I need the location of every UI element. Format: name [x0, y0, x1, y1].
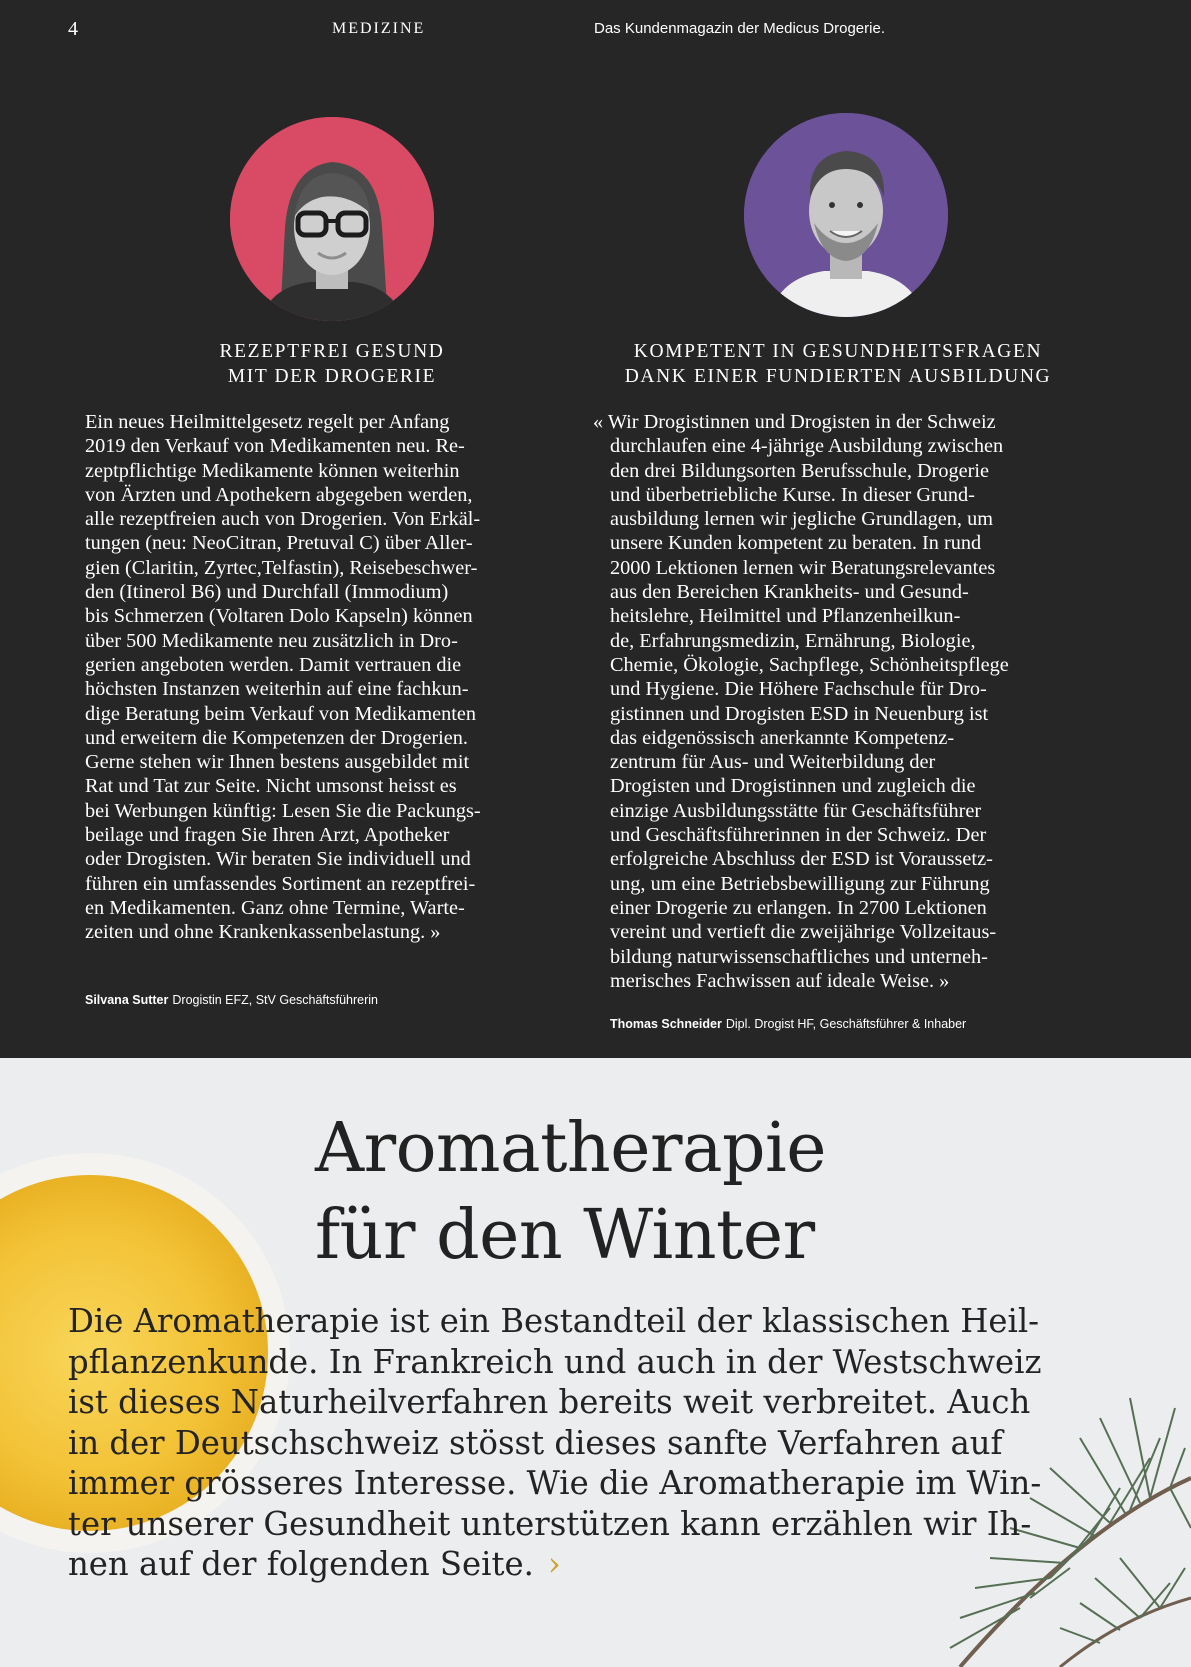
body-line: Rat und Tat zur Seite. Nicht umsonst heisst es [85, 775, 457, 798]
page-number: 4 [68, 18, 78, 40]
right-signature [610, 1017, 966, 1031]
body-line: zeiten und ohne Krankenkassenbelastung. » [85, 921, 441, 944]
headline-line: für den Winter [315, 1196, 815, 1275]
body-line: dige Beratung beim Verkauf von Medikamenten [85, 702, 477, 725]
body-line: höchsten Instanzen weiterhin auf eine fachkun- [85, 678, 469, 701]
body-line: das eidgenössisch anerkannte Kompetenz- [610, 726, 955, 749]
body-line: vereint und vertieft die zweijährige Vollzeitaus- [610, 921, 997, 944]
body-line: gien (Claritin, Zyrtec,Telfastin), Reisebeschwer- [85, 556, 478, 579]
body-line: tungen (neu: NeoCitran, Pretuval C) über Aller- [85, 532, 473, 555]
feature-section [0, 1058, 1191, 1667]
left-column-title [130, 339, 534, 389]
body-line: beilage und fragen Sie Ihren Arzt, Apotheker [85, 824, 450, 847]
body-line: über 500 Medikamente neu zusätzlich in Dro- [85, 629, 458, 652]
body-line: gistinnen und Drogisten ESD in Neuenburg ist [610, 702, 989, 725]
magazine-title: Das Kundenmagazin der Medicus Drogerie. [594, 20, 885, 37]
right-title-line: KOMPETENT IN GESUNDHEITSFRAGEN [633, 341, 1043, 362]
body-line: 2000 Lektionen lernen wir Beratungsrelevantes [610, 556, 996, 579]
right-column-title [588, 339, 1088, 389]
next-page-arrow-icon[interactable]: › [547, 1545, 561, 1583]
body-line: und erweitern die Kompetenzen der Drogerien. [85, 726, 468, 749]
body-line: den drei Bildungsorten Berufsschule, Drogerie [610, 459, 990, 482]
body-line: 2019 den Verkauf von Medikamenten neu. Re- [85, 435, 465, 458]
signature-name: Silvana Sutter [85, 993, 169, 1007]
body-line: einer Drogerie zu erlangen. In 2700 Lektionen [610, 896, 987, 919]
body-line: bildung naturwissenschaftliches und unterneh- [610, 945, 988, 968]
body-line: Gerne stehen wir Ihnen bestens ausgebildet mit [85, 751, 470, 774]
body-line: heitslehre, Heilmittel und Pflanzenheilkun- [610, 605, 961, 628]
body-line: ung, um eine Betriebsbewilligung zur Führung [610, 872, 990, 895]
avatar-silvana-sutter [230, 117, 434, 321]
feature-headline [315, 1105, 826, 1279]
body-line: bei Werbungen künftig: Lesen Sie die Packungs- [85, 799, 481, 822]
avatar-thomas-schneider [744, 113, 948, 317]
lead-line-last [68, 1544, 1148, 1585]
body-line: merisches Fachwissen auf ideale Weise. » [610, 969, 950, 992]
body-line: erfolgreiche Abschluss der ESD ist Voraussetz- [610, 848, 993, 871]
left-signature [85, 993, 378, 1007]
body-line: und Geschäftsführerinnen in der Schweiz. Der [610, 824, 987, 847]
headline-line: Aromatherapie [315, 1109, 827, 1188]
body-line: führen ein umfassendes Sortiment an rezeptfrei- [85, 872, 476, 895]
body-line: ausbildung lernen wir jegliche Grundlagen, um [610, 508, 993, 531]
left-title-line: REZEPTFREI GESUND [219, 341, 445, 362]
body-line: den (Itinerol B6) und Durchfall (Immodium) [85, 581, 449, 604]
body-line: alle rezeptfreien auch von Drogerien. Von Erkäl- [85, 508, 481, 531]
body-line: Chemie, Ökologie, Sachpflege, Schönheitspflege [610, 653, 1009, 676]
body-line: oder Drogisten. Wir beraten Sie individuell und [85, 848, 471, 871]
signature-name: Thomas Schneider [610, 1017, 722, 1031]
section-label: MEDIZINE [332, 20, 426, 37]
lead-line: ter unserer Gesundheit unterstützen kann erzählen wir Ih- [68, 1504, 1032, 1543]
body-line: de, Erfahrungsmedizin, Ernährung, Biologie, [610, 629, 976, 652]
body-line: en Medikamenten. Ganz ohne Termine, Warte- [85, 896, 465, 919]
body-line: gerien angeboten werden. Damit vertrauen die [85, 653, 462, 676]
left-title-line: MIT DER DROGERIE [227, 366, 437, 387]
body-line: « Wir Drogistinnen und Drogisten in der Schweiz [593, 411, 996, 433]
lead-line: nen auf der folgenden Seite. [68, 1545, 534, 1583]
signature-role: Dipl. Drogist HF, Geschäftsführer & Inhaber [725, 1017, 967, 1031]
lead-line: pflanzenkunde. In Frankreich und auch in der Westschweiz [68, 1342, 1042, 1381]
body-line: Ein neues Heilmittelgesetz regelt per Anfang [85, 411, 450, 433]
body-line: aus den Bereichen Krankheits- und Gesund- [610, 581, 969, 604]
body-line: zentrum für Aus- und Weiterbildung der [610, 751, 936, 774]
body-line: von Ärzten und Apothekern abgegeben werden, [85, 483, 473, 506]
lead-line: ist dieses Naturheilverfahren bereits weit verbreitet. Auch [68, 1383, 1031, 1421]
signature-role: Drogistin EFZ, StV Geschäftsführerin [172, 993, 379, 1007]
feature-lead [68, 1301, 1148, 1585]
body-line: Drogisten und Drogistinnen und zugleich die [610, 775, 976, 798]
body-line: durchlaufen eine 4-jährige Ausbildung zwischen [610, 435, 1004, 458]
body-line: zeptpflichtige Medikamente können weiterhin [85, 459, 460, 482]
body-line: einzige Ausbildungsstätte für Geschäftsführer [610, 799, 982, 822]
body-line: und Hygiene. Die Höhere Fachschule für Dro- [610, 678, 987, 701]
body-line: und überbetriebliche Kurse. In dieser Grund- [610, 483, 975, 506]
lead-line: Die Aromatherapie ist ein Bestandteil der klassischen Heil- [68, 1302, 1040, 1340]
left-column-body [85, 410, 481, 945]
body-line: bis Schmerzen (Voltaren Dolo Kapseln) können [85, 605, 473, 628]
lead-line: immer grösseres Interesse. Wie die Aromatherapie im Win- [68, 1464, 1042, 1502]
right-title-line: DANK EINER FUNDIERTEN AUSBILDUNG [624, 366, 1052, 387]
right-column-body [593, 410, 1009, 993]
lead-line: in der Deutschschweiz stösst dieses sanfte Verfahren auf [68, 1423, 1003, 1462]
body-line: unsere Kunden kompetent zu beraten. In rund [610, 532, 982, 555]
